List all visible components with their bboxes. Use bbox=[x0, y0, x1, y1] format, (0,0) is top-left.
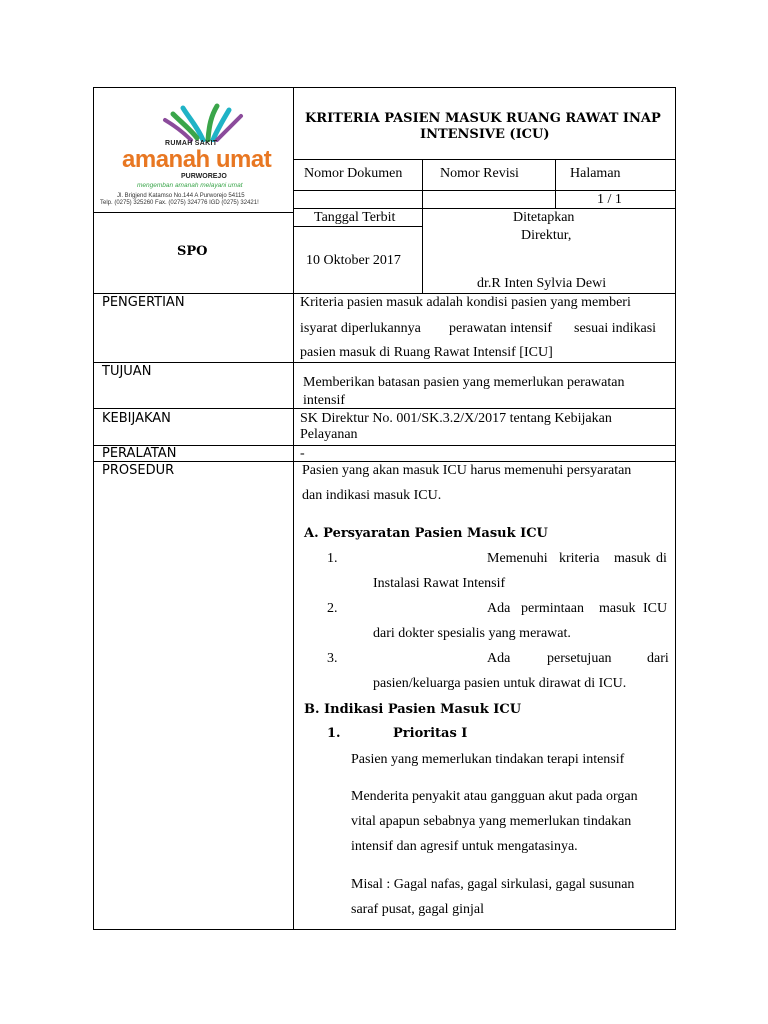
column-divider bbox=[293, 87, 294, 930]
b1-paragraph-3-line2: saraf pusat, gagal ginjal bbox=[351, 902, 484, 917]
direktur-name: dr.R Inten Sylvia Dewi bbox=[477, 276, 607, 291]
a-item-3-word4: dari bbox=[647, 651, 669, 666]
b-item-1-number: 1. bbox=[327, 726, 341, 741]
halaman-label: Halaman bbox=[570, 166, 621, 181]
table-border-top bbox=[93, 87, 676, 88]
header-divider-2 bbox=[293, 190, 676, 191]
tujuan-label: TUJUAN bbox=[102, 364, 152, 379]
a-item-1-word4: di bbox=[656, 551, 667, 566]
logo-tagline: mengemban amanah melayani umat bbox=[137, 182, 243, 189]
b1-paragraph-3-line1: Misal : Gagal nafas, gagal sirkulasi, gagal susunan bbox=[351, 877, 635, 892]
a-item-2-word3: masuk bbox=[599, 601, 636, 616]
b1-paragraph-2-line2: vital apapun sebabnya yang memerlukan tindakan bbox=[351, 814, 632, 829]
b1-paragraph-2-line1: Menderita penyakit atau gangguan akut pada organ bbox=[351, 789, 638, 804]
pengertian-text-line3: pasien masuk di Ruang Rawat Intensif [ICU] bbox=[300, 345, 553, 360]
section-divider-pengertian bbox=[93, 293, 676, 294]
a-item-2-word4: ICU bbox=[643, 601, 668, 616]
direktur-label: Direktur, bbox=[521, 228, 572, 243]
pengertian-label: PENGERTIAN bbox=[102, 295, 185, 310]
halaman-value: 1 / 1 bbox=[597, 192, 622, 207]
tanggal-terbit-value: 10 Oktober 2017 bbox=[306, 253, 401, 268]
a-item-1-line2: Instalasi Rawat Intensif bbox=[373, 576, 506, 591]
header-vdiv-2 bbox=[555, 159, 556, 209]
a-item-3-number: 3. bbox=[327, 651, 338, 666]
a-item-3-line2: pasien/keluarga pasien untuk dirawat di ICU. bbox=[373, 676, 627, 691]
logo-rumah-sakit: RUMAH SAKIT bbox=[165, 140, 218, 147]
logo-phone: Telp. (0275) 325260 Fax. (0275) 324776 IGD (0275) 32421! bbox=[100, 200, 259, 206]
spo-label: SPO bbox=[177, 244, 208, 259]
b1-paragraph-1: Pasien yang memerlukan tindakan terapi intensif bbox=[351, 752, 625, 767]
b1-paragraph-2-line3: intensif dan agresif untuk mengatasinya. bbox=[351, 839, 578, 854]
a-item-3-word2: persetujuan bbox=[547, 651, 612, 666]
table-border-left bbox=[93, 87, 94, 930]
section-divider-prosedur bbox=[93, 461, 676, 462]
logo-name: amanah umat bbox=[122, 146, 272, 173]
kebijakan-text-line1: SK Direktur No. 001/SK.3.2/X/2017 tentang Kebijakan bbox=[300, 411, 612, 426]
tujuan-text-line1: Memberikan batasan pasien yang memerlukan perawatan bbox=[303, 375, 625, 390]
table-border-bottom bbox=[93, 929, 676, 930]
document-title-line1: KRITERIA PASIEN MASUK RUANG RAWAT INAP bbox=[305, 111, 661, 126]
a-item-2-word2: permintaan bbox=[521, 601, 584, 616]
prosedur-intro-line1: Pasien yang akan masuk ICU harus memenuhi persyaratan bbox=[302, 463, 632, 478]
section-divider-kebijakan bbox=[93, 408, 676, 409]
nomor-dokumen-label: Nomor Dokumen bbox=[304, 166, 403, 181]
table-border-right bbox=[675, 87, 676, 930]
ditetapkan-label: Ditetapkan bbox=[513, 210, 575, 225]
prosedur-label: PROSEDUR bbox=[102, 463, 175, 478]
hospital-logo bbox=[95, 96, 293, 212]
b-item-1-title: Prioritas I bbox=[393, 726, 468, 741]
a-item-1-number: 1. bbox=[327, 551, 338, 566]
a-item-2-number: 2. bbox=[327, 601, 338, 616]
a-item-2-word1: Ada bbox=[487, 601, 511, 616]
tujuan-text-line2: intensif bbox=[303, 393, 345, 408]
header-divider-1 bbox=[293, 159, 676, 160]
pengertian-text-line2b: perawatan intensif bbox=[449, 321, 553, 336]
header-vdiv-1 bbox=[422, 159, 423, 209]
a-item-3-word1: Ada bbox=[487, 651, 511, 666]
kebijakan-text-line2: Pelayanan bbox=[300, 427, 358, 442]
pengertian-text-line2c: sesuai indikasi bbox=[574, 321, 657, 336]
header-divider-3 bbox=[293, 208, 676, 209]
peralatan-label: PERALATAN bbox=[102, 446, 177, 461]
logo-mark-icon bbox=[153, 96, 263, 142]
section-divider-tujuan bbox=[93, 362, 676, 363]
a-item-1-word1: Memenuhi bbox=[487, 551, 548, 566]
nomor-revisi-label: Nomor Revisi bbox=[440, 166, 519, 181]
prosedur-intro-line2: dan indikasi masuk ICU. bbox=[302, 488, 442, 503]
section-b-heading: B. Indikasi Pasien Masuk ICU bbox=[304, 702, 522, 717]
kebijakan-label: KEBIJAKAN bbox=[102, 411, 171, 426]
header-vdiv-3 bbox=[422, 208, 423, 294]
peralatan-value: - bbox=[300, 446, 305, 461]
a-item-1-word2: kriteria bbox=[559, 551, 600, 566]
document-title-line2: INTENSIVE (ICU) bbox=[420, 127, 550, 142]
a-item-1-word3: masuk bbox=[614, 551, 651, 566]
pengertian-text-line1: Kriteria pasien masuk adalah kondisi pasien yang memberi bbox=[300, 295, 631, 310]
pengertian-text-line2a: isyarat diperlukannya bbox=[300, 321, 421, 336]
a-item-2-line2: dari dokter spesialis yang merawat. bbox=[373, 626, 571, 641]
tanggal-divider bbox=[293, 226, 423, 227]
logo-address: Jl. Brigjend Katamso No.144 A Purworejo 54115 bbox=[117, 193, 245, 199]
section-divider-peralatan bbox=[93, 445, 676, 446]
logo-divider bbox=[93, 212, 294, 213]
section-a-heading: A. Persyaratan Pasien Masuk ICU bbox=[304, 526, 548, 541]
logo-city: PURWOREJO bbox=[181, 173, 227, 180]
tanggal-terbit-label: Tanggal Terbit bbox=[314, 210, 396, 225]
